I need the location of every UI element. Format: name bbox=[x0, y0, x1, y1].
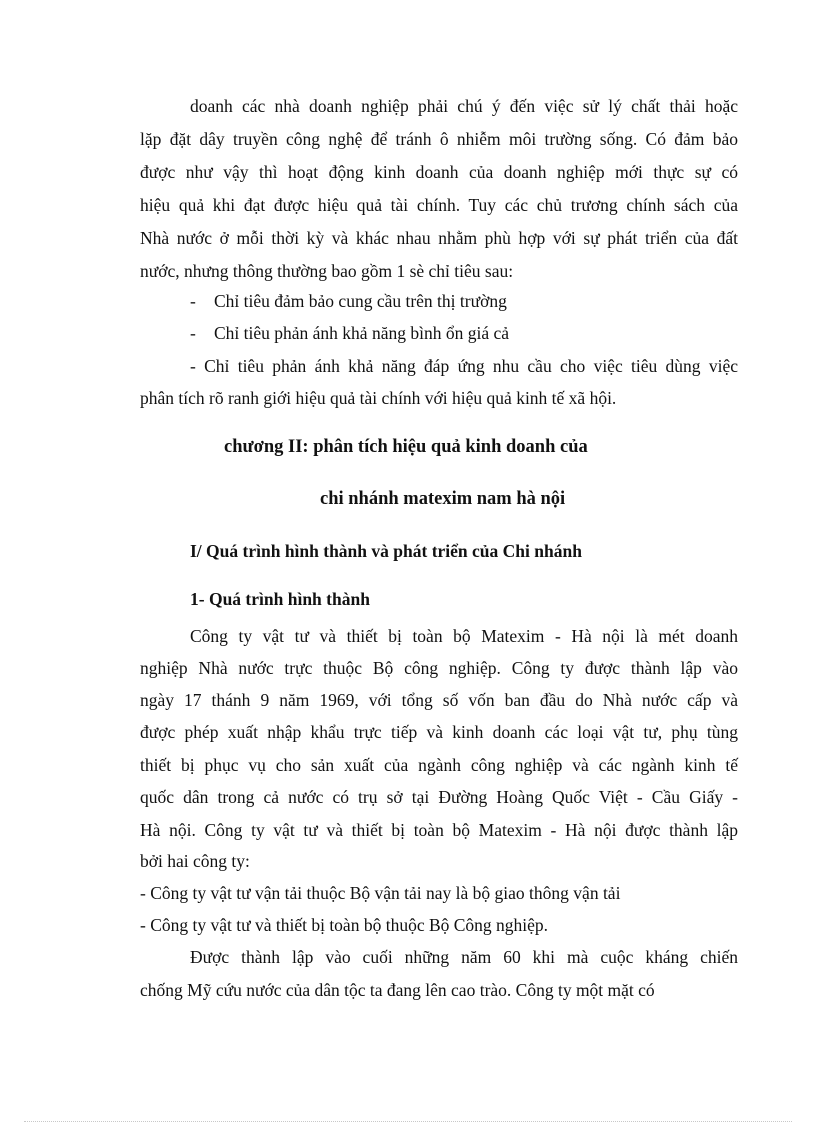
bullet-marker: - bbox=[190, 291, 196, 311]
paragraph-line: bởi hai công ty: bbox=[140, 851, 250, 871]
paragraph-line: Nhà nước ở mỗi thời kỳ và khác nhau nhằm phù hợp với sự phát triển của đất bbox=[140, 228, 738, 248]
list-item: - Công ty vật tư và thiết bị toàn bộ thuộc Bộ Công nghiệp. bbox=[140, 915, 549, 935]
paragraph-line: Công ty vật tư và thiết bị toàn bộ Matexim - Hà nội là mét doanh bbox=[190, 626, 738, 646]
paragraph-line: Hà nội. Công ty vật tư và thiết bị toàn bộ Matexim - Hà nội được thành lập bbox=[140, 820, 738, 840]
paragraph-line: phân tích rõ ranh giới hiệu quả tài chính với hiệu quả kinh tế xã hội. bbox=[140, 388, 617, 408]
paragraph-line: hiệu quả khi đạt được hiệu quả tài chính. Tuy các chủ trương chính sách của bbox=[140, 195, 738, 215]
paragraph-line: quốc dân trong cả nước có trụ sở tại Đường Hoàng Quốc Việt - Cầu Giấy - bbox=[140, 787, 738, 807]
paragraph-line: thiết bị phục vụ cho sản xuất của ngành công nghiệp và các ngành kinh tế bbox=[140, 755, 738, 775]
bullet-text: Chỉ tiêu phản ánh khả năng bình ổn giá cả bbox=[214, 323, 509, 343]
page-bottom-divider bbox=[24, 1121, 792, 1122]
subsection-title: 1- Quá trình hình thành bbox=[190, 589, 370, 609]
bullet-marker: - bbox=[190, 323, 196, 343]
paragraph-line: lặp đặt dây truyền công nghệ để tránh ô nhiễm môi trường sống. Có đảm bảo bbox=[140, 129, 738, 149]
paragraph-line: nghiệp Nhà nước trực thuộc Bộ công nghiệp. Công ty được thành lập vào bbox=[140, 658, 738, 678]
paragraph-line: được như vậy thì hoạt động kinh doanh của doanh nghiệp mới thực sự có bbox=[140, 162, 738, 182]
paragraph-line: ngày 17 thánh 9 năm 1969, với tổng số vốn ban đầu do Nhà nước cấp và bbox=[140, 690, 738, 710]
list-item: - Công ty vật tư vận tải thuộc Bộ vận tải nay là bộ giao thông vận tải bbox=[140, 883, 621, 903]
paragraph-line: nước, nhưng thông thường bao gồm 1 sè chỉ tiêu sau: bbox=[140, 261, 514, 281]
paragraph-line: được phép xuất nhập khẩu trực tiếp và kinh doanh các loại vật tư, phụ tùng bbox=[140, 722, 738, 742]
section-title: I/ Quá trình hình thành và phát triển của Chi nhánh bbox=[190, 541, 582, 561]
paragraph-line: doanh các nhà doanh nghiệp phải chú ý đến việc sử lý chất thải hoặc bbox=[190, 96, 738, 116]
paragraph-line: Được thành lập vào cuối những năm 60 khi mà cuộc kháng chiến bbox=[190, 947, 738, 967]
chapter-title-line-2: chi nhánh matexim nam hà nội bbox=[320, 489, 566, 509]
paragraph-line: chống Mỹ cứu nước của dân tộc ta đang lên cao trào. Công ty một mặt có bbox=[140, 980, 655, 1000]
bullet-text: Chỉ tiêu đảm bảo cung cầu trên thị trường bbox=[214, 291, 507, 311]
paragraph-line: - Chỉ tiêu phản ánh khả năng đáp ứng nhu cầu cho việc tiêu dùng việc bbox=[190, 356, 738, 376]
chapter-title-line-1: chương II: phân tích hiệu quả kinh doanh của bbox=[224, 437, 588, 457]
